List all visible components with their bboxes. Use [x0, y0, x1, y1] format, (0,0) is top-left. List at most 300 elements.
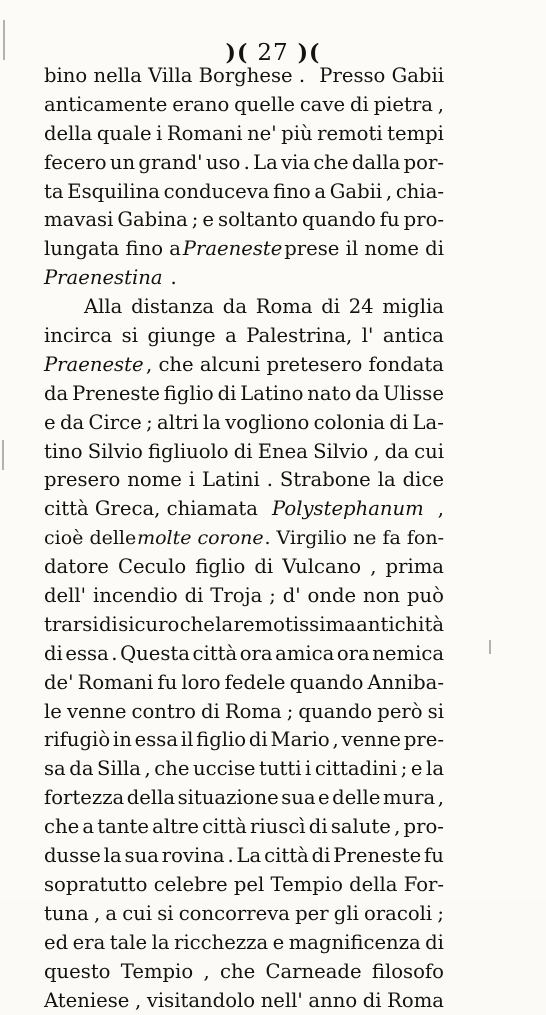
word: città	[202, 813, 247, 842]
page-number: 27	[257, 40, 288, 66]
word: venne	[342, 726, 402, 755]
italic-text-segment: Praenestina	[44, 264, 163, 293]
word: ,	[135, 987, 141, 1015]
text-line	[44, 698, 444, 727]
word: si	[428, 698, 444, 727]
word: For-	[404, 871, 444, 900]
word: che	[220, 958, 255, 987]
text-segment	[44, 784, 444, 813]
word: anticamente	[44, 91, 167, 120]
text-line	[44, 611, 444, 640]
word: era	[73, 929, 106, 958]
word: altre	[152, 813, 199, 842]
word: da	[385, 438, 409, 467]
word: gli	[334, 900, 359, 929]
word: Gabina	[117, 206, 187, 235]
text-line	[44, 553, 444, 582]
word: di	[44, 640, 63, 669]
word: riuscì	[250, 813, 306, 842]
text-segment: prese il nome di	[284, 235, 444, 264]
italic-text-segment: Praeneste	[183, 235, 283, 264]
word: tante	[97, 813, 149, 842]
word: rovina	[162, 842, 225, 871]
word: Roma	[256, 293, 313, 322]
word: della	[127, 784, 175, 813]
text-segment: ,	[438, 495, 444, 524]
word: da	[223, 293, 247, 322]
word: contro	[132, 698, 196, 727]
word: tuna	[44, 900, 89, 929]
word: però	[377, 698, 422, 727]
word: ,	[94, 900, 100, 929]
word: remotissima	[234, 611, 356, 640]
word: ,	[144, 755, 150, 784]
word: filosofo	[372, 958, 444, 987]
word: ,	[438, 784, 444, 813]
word: nome	[127, 466, 182, 495]
ornament-right: )(	[298, 40, 321, 66]
text-line	[44, 640, 444, 669]
word: figlio	[164, 380, 214, 409]
word: il	[181, 726, 194, 755]
word: la	[104, 842, 122, 871]
word: remoti	[317, 120, 382, 149]
word: da	[355, 380, 379, 409]
word: grand'	[138, 149, 202, 178]
text-segment	[44, 553, 444, 582]
word: di	[218, 380, 237, 409]
word: di	[185, 582, 204, 611]
word: Latini	[202, 466, 260, 495]
word: dusse	[44, 842, 101, 871]
word: anno	[308, 987, 357, 1015]
text-segment	[44, 120, 444, 149]
word: può	[407, 582, 444, 611]
text-line	[44, 178, 444, 207]
word: e	[318, 784, 330, 813]
word: uccise	[193, 755, 255, 784]
text-segment	[84, 293, 444, 322]
text-segment	[44, 322, 444, 351]
word: per	[295, 900, 329, 929]
word: La-	[413, 409, 444, 438]
word: fu	[157, 669, 177, 698]
word: trarsi	[44, 611, 99, 640]
word: loro	[181, 669, 220, 698]
ornament-left: )(	[226, 40, 249, 66]
word: vogliono	[225, 409, 309, 438]
word: presero	[44, 466, 120, 495]
text-segment	[44, 466, 444, 495]
text-line	[44, 466, 444, 495]
word: Mario	[271, 726, 330, 755]
word: nemica	[372, 640, 444, 669]
text-line	[44, 987, 444, 1015]
text-segment	[44, 698, 444, 727]
word: mura	[383, 784, 435, 813]
text-segment: città Greca, chiamata	[44, 495, 258, 524]
word: pietra	[374, 91, 433, 120]
word: un	[110, 149, 135, 178]
word: le	[44, 698, 62, 727]
text-line	[44, 149, 444, 178]
word: sicuro	[118, 611, 179, 640]
word: dalla	[352, 149, 400, 178]
word: Ulisse	[383, 380, 444, 409]
text-segment	[44, 842, 444, 871]
word: tino	[44, 438, 83, 467]
text-line	[44, 438, 444, 467]
word: pel	[234, 871, 264, 900]
text-line	[44, 524, 444, 553]
text-segment	[44, 91, 444, 120]
word: Latino	[240, 380, 303, 409]
word: La	[253, 149, 278, 178]
word: antichità	[356, 611, 444, 640]
word: nato	[307, 380, 351, 409]
word: quando	[302, 206, 376, 235]
word: tempi	[387, 120, 444, 149]
word: città	[264, 842, 309, 871]
word: fu	[424, 842, 444, 871]
word: da	[69, 755, 93, 784]
word: de'	[44, 669, 74, 698]
word: che	[313, 149, 348, 178]
text-line	[44, 900, 444, 929]
word: la	[152, 929, 170, 958]
word: cittadini	[315, 755, 397, 784]
word: in	[113, 726, 132, 755]
word: di	[201, 698, 220, 727]
word: Silvio	[88, 438, 143, 467]
word: ,	[394, 813, 400, 842]
text-line	[44, 322, 444, 351]
word: .	[111, 640, 117, 669]
right-edge-mark	[489, 640, 491, 654]
word: figlio	[196, 726, 246, 755]
word: a	[82, 813, 94, 842]
word: Vulcano	[282, 553, 361, 582]
word: .	[244, 149, 250, 178]
word: ;	[437, 900, 444, 929]
word: erano	[172, 91, 229, 120]
word: quando	[290, 669, 364, 698]
text-segment	[44, 438, 444, 467]
word: di	[99, 611, 118, 640]
text-segment	[44, 755, 444, 784]
word: onde	[308, 582, 357, 611]
word: ,	[203, 958, 209, 987]
word: oracoli	[364, 900, 432, 929]
word: più	[281, 120, 312, 149]
word: magnificenza	[289, 929, 421, 958]
word: ricchezza	[174, 929, 268, 958]
word: por-	[404, 149, 444, 178]
word: di	[234, 438, 253, 467]
word: della	[349, 871, 397, 900]
word: ;	[192, 206, 199, 235]
word: di	[389, 409, 408, 438]
word: i	[189, 466, 195, 495]
word: ;	[401, 755, 408, 784]
word: Roma	[225, 698, 282, 727]
word: Preneste	[72, 380, 160, 409]
word: si	[122, 322, 138, 351]
word: La	[237, 842, 262, 871]
word: antica	[383, 322, 444, 351]
word: uso	[206, 149, 240, 178]
word: cui	[414, 438, 444, 467]
word: che	[154, 755, 189, 784]
word: sa	[44, 755, 66, 784]
text-segment: . Virgilio ne fa fon-	[264, 524, 444, 553]
word: delle	[332, 784, 380, 813]
word: cave	[300, 91, 345, 120]
word: l'	[362, 322, 374, 351]
word: datore	[44, 553, 109, 582]
word: di	[350, 91, 369, 120]
text-segment	[44, 640, 444, 669]
word: della	[44, 120, 92, 149]
text-segment	[44, 900, 444, 929]
word: ,	[438, 91, 444, 120]
word: di	[309, 813, 328, 842]
italic-text-segment: molte corone	[137, 524, 264, 553]
text-segment	[44, 611, 444, 640]
word: Enea	[258, 438, 308, 467]
italic-text-segment: Polystephanum	[272, 495, 424, 524]
text-segment	[44, 987, 444, 1015]
word: venne	[67, 698, 127, 727]
word: prima	[386, 553, 444, 582]
text-segment	[44, 206, 444, 235]
word: di	[363, 987, 382, 1015]
word: fecero	[44, 149, 107, 178]
text-line	[44, 380, 444, 409]
text-line	[44, 582, 444, 611]
word: colonia	[314, 409, 385, 438]
text-segment: , che alcuni pretesero fondata	[146, 351, 444, 380]
text-segment	[44, 582, 444, 611]
text-line	[44, 958, 444, 987]
word: ;	[146, 409, 153, 438]
word: Silvio	[313, 438, 368, 467]
word: i	[305, 755, 311, 784]
word: e	[44, 409, 56, 438]
word: ;	[269, 582, 276, 611]
text-segment	[44, 726, 444, 755]
word: di	[249, 726, 268, 755]
word: da	[44, 380, 68, 409]
text-line	[44, 62, 444, 91]
word: Tempio	[121, 958, 193, 987]
word: fu	[380, 206, 400, 235]
text-line	[44, 929, 444, 958]
word: Romani	[167, 120, 243, 149]
word: che	[180, 611, 215, 640]
word: tutti	[259, 755, 302, 784]
text-segment	[44, 958, 444, 987]
word: essa	[65, 640, 108, 669]
word: ora	[337, 640, 370, 669]
word: sua	[281, 784, 315, 813]
word: Tempio	[271, 871, 343, 900]
word: di	[425, 929, 444, 958]
word: la	[378, 466, 396, 495]
word: miglia	[382, 293, 444, 322]
word: mavasi	[44, 206, 113, 235]
word: Roma	[387, 987, 444, 1015]
word: Preneste	[333, 842, 421, 871]
word: distanza	[131, 293, 214, 322]
word: ,	[332, 726, 338, 755]
text-segment	[44, 813, 444, 842]
word: la	[426, 755, 444, 784]
word: .	[227, 842, 233, 871]
word: la	[215, 611, 233, 640]
word: sua	[125, 842, 159, 871]
word: 24	[349, 293, 374, 322]
word: pro-	[404, 206, 444, 235]
text-line	[44, 669, 444, 698]
text-line	[44, 91, 444, 120]
word: Anniba-	[367, 669, 444, 698]
text-segment: cioè delle	[44, 524, 136, 553]
text-segment: lungata fino a	[44, 235, 181, 264]
word: amica	[275, 640, 334, 669]
word: figliuolo	[148, 438, 229, 467]
word: Strabone	[280, 466, 371, 495]
word: Troja	[210, 582, 262, 611]
text-line	[44, 813, 444, 842]
word: via	[281, 149, 310, 178]
word: pro-	[404, 813, 444, 842]
word: i	[156, 120, 162, 149]
word: visitandolo	[147, 987, 255, 1015]
word: giunge	[147, 322, 215, 351]
word: quale	[97, 120, 152, 149]
text-segment	[44, 669, 444, 698]
word: cui	[122, 900, 152, 929]
word: ed	[44, 929, 68, 958]
word: e	[411, 755, 423, 784]
italic-text-segment: Praeneste	[44, 351, 144, 380]
word: figlio	[195, 553, 245, 582]
text-segment	[44, 149, 444, 178]
word: di	[254, 553, 273, 582]
text-line	[44, 755, 444, 784]
word: di	[321, 293, 340, 322]
text-segment	[44, 178, 444, 207]
word: quando	[298, 698, 372, 727]
word: Ceculo	[118, 553, 186, 582]
word: questo	[44, 958, 110, 987]
text-line	[44, 871, 444, 900]
word: dell'	[44, 582, 86, 611]
word: quelle	[234, 91, 295, 120]
word: ne'	[247, 120, 277, 149]
word: d'	[283, 582, 301, 611]
text-segment: bino nella Villa Borghese .	[44, 62, 305, 91]
word: Silla	[97, 755, 141, 784]
text-line	[44, 120, 444, 149]
word: Circe	[89, 409, 142, 438]
word: si	[157, 900, 173, 929]
word: che	[44, 813, 79, 842]
word: concorreva	[179, 900, 290, 929]
word: la	[203, 409, 221, 438]
word: dice	[403, 466, 444, 495]
word: ,	[373, 438, 379, 467]
text-segment	[44, 409, 444, 438]
word: essa	[135, 726, 178, 755]
text-line	[44, 264, 444, 293]
word: tale	[110, 929, 147, 958]
word: conduceva	[164, 178, 270, 207]
word: a	[105, 900, 117, 929]
word: soltanto	[218, 206, 298, 235]
word: fortezza	[44, 784, 124, 813]
word: altri	[157, 409, 198, 438]
word: Alla	[84, 293, 122, 322]
text-line	[44, 842, 444, 871]
word: e	[273, 929, 285, 958]
word: a	[225, 322, 237, 351]
word: pre-	[404, 726, 444, 755]
text-line	[44, 235, 444, 264]
word: salute	[331, 813, 391, 842]
word: di	[312, 842, 331, 871]
word: nell'	[261, 987, 303, 1015]
word: situazione	[178, 784, 279, 813]
text-line	[44, 726, 444, 755]
word: rifugiò	[44, 726, 110, 755]
word: sopratutto	[44, 871, 147, 900]
word: ora	[240, 640, 273, 669]
word: Ateniese	[44, 987, 129, 1015]
word: ,	[386, 178, 392, 207]
word: chia-	[396, 178, 444, 207]
word: incendio	[93, 582, 178, 611]
word: ;	[287, 698, 294, 727]
text-line	[44, 206, 444, 235]
text-line	[44, 495, 444, 524]
text-line	[44, 351, 444, 380]
word: a	[314, 178, 326, 207]
word: Palestrina,	[246, 322, 352, 351]
word: Questa	[120, 640, 190, 669]
text-line	[44, 784, 444, 813]
word: e	[202, 206, 214, 235]
word: celebre	[154, 871, 228, 900]
word: Gabii	[330, 178, 382, 207]
text-segment	[44, 380, 444, 409]
word: Carneade	[266, 958, 362, 987]
word: da	[60, 409, 84, 438]
text-segment: Presso Gabii	[319, 62, 444, 91]
text-segment: .	[171, 264, 177, 293]
word: città	[193, 640, 238, 669]
word: fedele	[225, 669, 286, 698]
text-segment	[44, 871, 444, 900]
text-line	[44, 293, 444, 322]
word: Romani	[78, 669, 154, 698]
left-edge-mark-lower	[2, 440, 4, 470]
word: incirca	[44, 322, 112, 351]
word: ta	[44, 178, 64, 207]
text-line	[44, 409, 444, 438]
word: fino	[273, 178, 311, 207]
